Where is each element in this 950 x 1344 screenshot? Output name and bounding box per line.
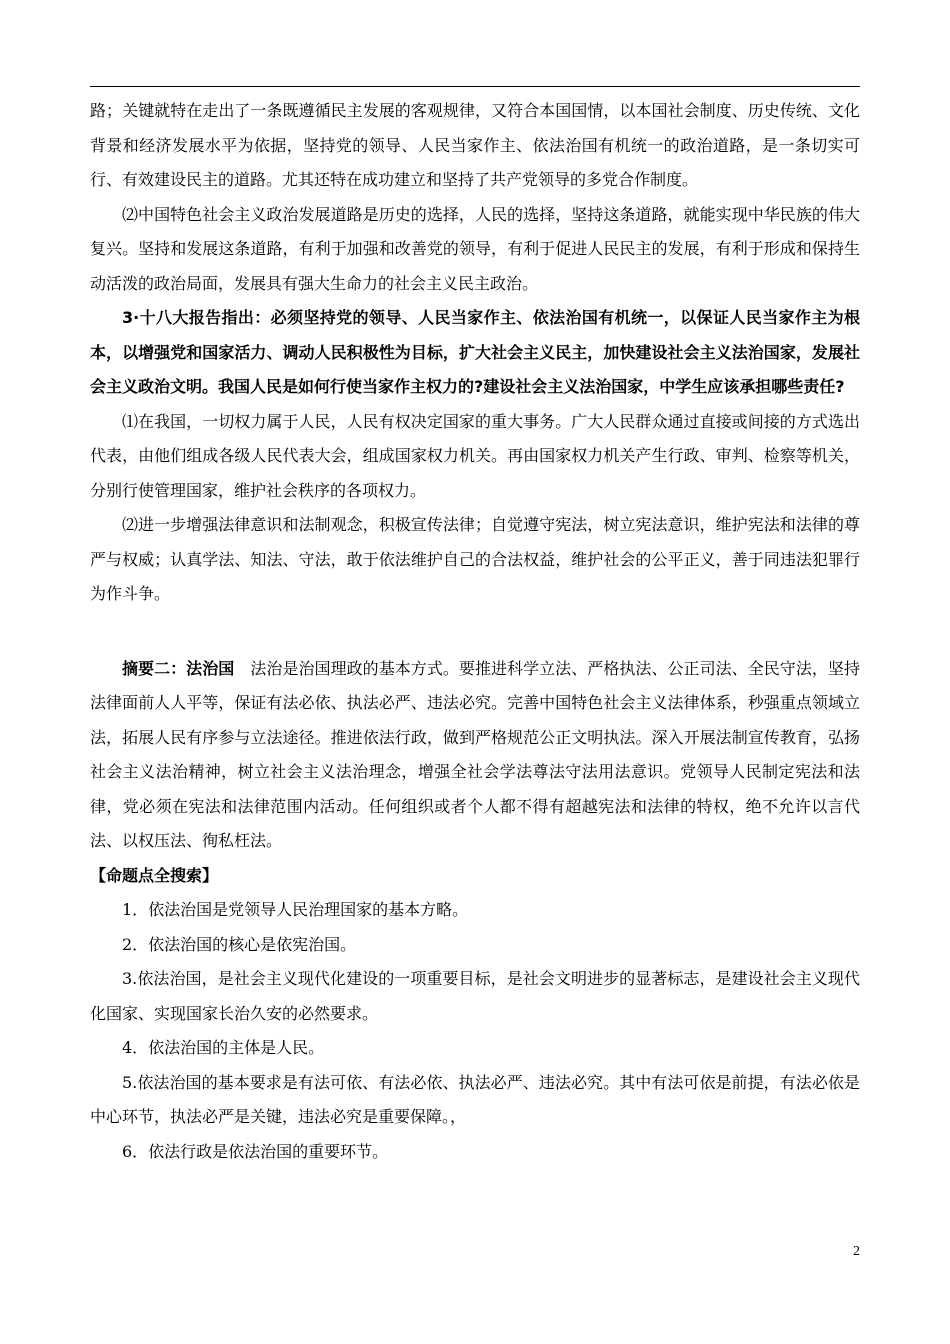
answer-2: ⑵进一步增强法律意识和法制观念，积极宣传法律；自觉遵守宪法，树立宪法意识，维护宪法和法律的尊严与权威；认真学法、知法、守法，敢于依法维护自己的合法权益，维护社会的公平正义，善于同违法犯罪行为作斗争。 — [90, 515, 860, 603]
paragraph-continuation: 路；关键就特在走出了一条既遵循民主发展的客观规律，又符合本国国情，以本国社会制度、历史传统、文化背景和经济发展水平为依据，坚持党的领导、人民当家作主、依法治国有机统一的政治道路，是一条切实可行、有效建设民主的道路。尤其还特在成功建立和坚持了共产党领导的多党合作制度。 — [90, 101, 860, 189]
section-gap — [90, 612, 860, 652]
list-item: 6．依法行政是依法治国的重要环节。 — [122, 1141, 389, 1161]
list-item: 1．依法治国是党领导人民治理国家的基本方略。 — [122, 900, 469, 919]
question-3: 3·十八大报告指出：必须坚持党的领导、人民当家作主、依法治国有机统一，以保证人民当家作主为根本，以增强党和国家活力、调动人民积极性为目标，扩大社会主义民主，加快建设社会主义法治国家，发展社会主义政治文明。我国人民是如何行使当家作主权力的?建设社会主义法治国家，中学生应该承担哪些责任? — [90, 308, 860, 396]
list-item: 2．依法治国的核心是依宪治国。 — [122, 934, 357, 954]
summary-paragraph — [90, 652, 860, 859]
answer-1: ⑴在我国，一切权力属于人民，人民有权决定国家的重大事务。广大人民群众通过直接或间接的方式选出代表，由他们组成各级人民代表大会，组成国家权力机关。再由国家权力机关产生行政、审判、检察等机关，分别行使管理国家，维护社会秩序的各项权力。 — [90, 411, 860, 500]
search-heading: 【命题点全搜索】 — [90, 865, 219, 885]
page-number: 2 — [853, 1244, 860, 1259]
header-rule — [90, 86, 860, 87]
summary-text: 法治是治国理政的基本方式。要推进科学立法、严格执法、公正司法、全民守法，坚持法律面前人人平等，保证有法必依、执法必严、违法必究。完善中国特色社会主义法律体系，秒强重点领域立法，拓展人民有序参与立法途径。推进依法行政，做到严格规范公正文明执法。深入开展法制宣传教育，弘扬社会主义法治精神，树立社会主义法治理念，增强全社会学法尊法守法用法意识。党领导人民制定宪法和法律，党必须在宪法和法律范围内活动。任何组织或者个人都不得有超越宪法和法律的特权，绝不允许以言代法、以权压法、徇私枉法。 — [90, 658, 860, 850]
summary-label: 摘要二：法治国 — [122, 658, 235, 678]
body-text — [90, 94, 860, 1169]
list-item: 5.依法治国的基本要求是有法可依、有法必依、执法必严、违法必究。其中有法可依是前提，有法必依是中心环节，执法必严是关键，违法必究是重要保障。， — [90, 1072, 860, 1126]
list-item: 3.依法治国，是社会主义现代化建设的一项重要目标，是社会文明进步的显著标志，是建设社会主义现代化国家、实现国家长治久安的必然要求。 — [90, 969, 860, 1023]
list-item: 4．依法治国的主体是人民。 — [122, 1038, 325, 1057]
paragraph-2: ⑵中国特色社会主义政治发展道路是历史的选择，人民的选择，坚持这条道路，就能实现中华民族的伟大复兴。坚持和发展这条道路，有利于加强和改善党的领导，有利于促进人民民主的发展，有利于形成和保持生动活泼的政治局面，发展具有强大生命力的社会主义民主政治。 — [90, 204, 860, 293]
